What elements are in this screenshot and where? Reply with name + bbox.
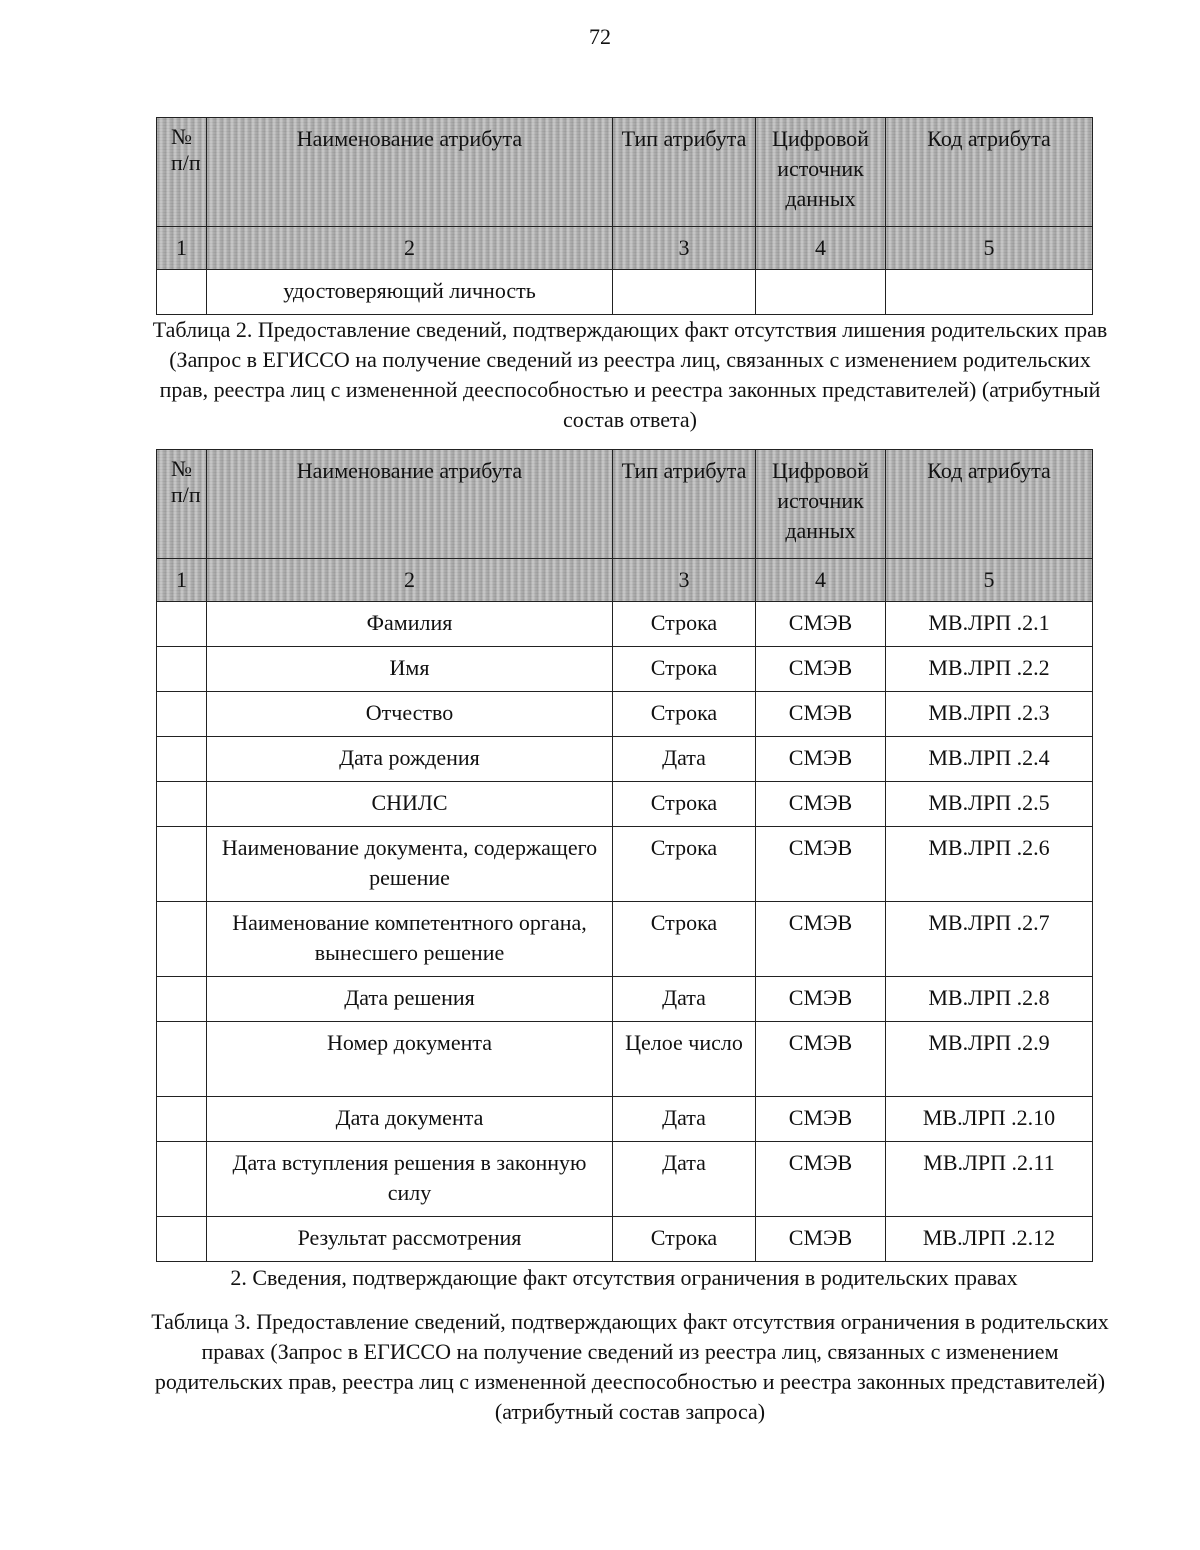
cell-name: Наименование документа, содержащего решение — [207, 827, 613, 902]
table-row — [157, 1142, 1093, 1217]
cell-code: МВ.ЛРП .2.11 — [886, 1142, 1093, 1217]
cell-num — [157, 270, 207, 315]
header-code: Код атрибута — [886, 118, 1093, 227]
cell-code: МВ.ЛРП .2.8 — [886, 977, 1093, 1022]
cell-code: МВ.ЛРП .2.12 — [886, 1217, 1093, 1262]
table-row — [157, 737, 1093, 782]
index-cell: 5 — [886, 559, 1093, 602]
table-row — [157, 1022, 1093, 1097]
table-header-row — [157, 450, 1093, 559]
cell-num — [157, 902, 207, 977]
cell-num — [157, 737, 207, 782]
cell-type — [613, 270, 756, 315]
cell-name: Отчество — [207, 692, 613, 737]
cell-num — [157, 782, 207, 827]
table-2 — [156, 449, 1093, 1262]
cell-type: Строка — [613, 692, 756, 737]
index-cell: 1 — [157, 227, 207, 270]
header-type: Тип атрибута — [613, 450, 756, 559]
index-cell: 4 — [756, 559, 886, 602]
header-name: Наименование атрибута — [207, 118, 613, 227]
header-num: № п/п — [157, 118, 207, 227]
table-row — [157, 1097, 1093, 1142]
cell-source: СМЭВ — [756, 977, 886, 1022]
cell-code — [886, 270, 1093, 315]
cell-code: МВ.ЛРП .2.6 — [886, 827, 1093, 902]
cell-name: СНИЛС — [207, 782, 613, 827]
index-cell: 1 — [157, 559, 207, 602]
column-index-row — [157, 227, 1093, 270]
page-number: 72 — [589, 24, 611, 49]
cell-source: СМЭВ — [756, 1022, 886, 1097]
cell-name: Фамилия — [207, 602, 613, 647]
cell-code: МВ.ЛРП .2.10 — [886, 1097, 1093, 1142]
table-row — [157, 692, 1093, 737]
cell-type: Строка — [613, 602, 756, 647]
cell-source: СМЭВ — [756, 1142, 886, 1217]
cell-type: Строка — [613, 647, 756, 692]
cell-source: СМЭВ — [756, 602, 886, 647]
cell-type: Дата — [613, 1097, 756, 1142]
cell-source: СМЭВ — [756, 692, 886, 737]
table-row — [157, 782, 1093, 827]
cell-code: МВ.ЛРП .2.4 — [886, 737, 1093, 782]
header-source: Цифровой источник данных — [756, 118, 886, 227]
cell-type: Строка — [613, 782, 756, 827]
table-row — [157, 647, 1093, 692]
cell-name: Дата документа — [207, 1097, 613, 1142]
cell-source: СМЭВ — [756, 782, 886, 827]
table-row — [157, 827, 1093, 902]
cell-type: Дата — [613, 977, 756, 1022]
cell-name: удостоверяющий личность — [207, 270, 613, 315]
cell-num — [157, 692, 207, 737]
cell-name: Дата вступления решения в законную силу — [207, 1142, 613, 1217]
header-num: № п/п — [157, 450, 207, 559]
cell-type: Строка — [613, 827, 756, 902]
cell-num — [157, 1217, 207, 1262]
header-type: Тип атрибута — [613, 118, 756, 227]
cell-code: МВ.ЛРП .2.7 — [886, 902, 1093, 977]
cell-type: Целое число — [613, 1022, 756, 1097]
cell-num — [157, 827, 207, 902]
cell-source: СМЭВ — [756, 647, 886, 692]
index-cell: 5 — [886, 227, 1093, 270]
cell-num — [157, 1142, 207, 1217]
cell-code: МВ.ЛРП .2.9 — [886, 1022, 1093, 1097]
cell-source — [756, 270, 886, 315]
table-row — [157, 602, 1093, 647]
cell-code: МВ.ЛРП .2.1 — [886, 602, 1093, 647]
cell-source: СМЭВ — [756, 737, 886, 782]
table-header-row — [157, 118, 1093, 227]
cell-code: МВ.ЛРП .2.5 — [886, 782, 1093, 827]
index-cell: 3 — [613, 227, 756, 270]
index-cell: 2 — [207, 559, 613, 602]
cell-num — [157, 1022, 207, 1097]
cell-name: Дата рождения — [207, 737, 613, 782]
table-2-caption: Таблица 2. Предоставление сведений, подтверждающих факт отсутствия лишения родительских прав (Запрос в ЕГИССО на получение сведений из реестра лиц, связанных с изменением родительских прав, реестра лиц с измененной дееспособностью и реестра законных представителей) (атрибутный состав ответа) — [152, 317, 1108, 432]
cell-name: Номер документа — [207, 1022, 613, 1097]
cell-source: СМЭВ — [756, 827, 886, 902]
cell-num — [157, 647, 207, 692]
header-code: Код атрибута — [886, 450, 1093, 559]
cell-num — [157, 1097, 207, 1142]
index-cell: 3 — [613, 559, 756, 602]
header-source: Цифровой источник данных — [756, 450, 886, 559]
cell-name: Дата решения — [207, 977, 613, 1022]
table-row — [157, 902, 1093, 977]
cell-code: МВ.ЛРП .2.2 — [886, 647, 1093, 692]
cell-type: Строка — [613, 902, 756, 977]
cell-num — [157, 977, 207, 1022]
table-row — [157, 977, 1093, 1022]
cell-source: СМЭВ — [756, 1217, 886, 1262]
table-row — [157, 1217, 1093, 1262]
cell-name: Наименование компетентного органа, вынесшего решение — [207, 902, 613, 977]
column-index-row — [157, 559, 1093, 602]
index-cell: 2 — [207, 227, 613, 270]
section-2-heading: 2. Сведения, подтверждающие факт отсутствия ограничения в родительских правах — [230, 1265, 1018, 1290]
table-3-caption: Таблица 3. Предоставление сведений, подтверждающих факт отсутствия ограничения в родительских правах (Запрос в ЕГИССО на получение сведений из реестра лиц, связанных с изменением родительских прав, реестра лиц с измененной дееспособностью и реестра законных представителей) (атрибутный состав запроса) — [151, 1309, 1109, 1424]
cell-name: Имя — [207, 647, 613, 692]
cell-num — [157, 602, 207, 647]
table-1-continuation — [156, 117, 1093, 315]
header-name: Наименование атрибута — [207, 450, 613, 559]
cell-name: Результат рассмотрения — [207, 1217, 613, 1262]
table-row — [157, 270, 1093, 315]
cell-type: Дата — [613, 1142, 756, 1217]
cell-source: СМЭВ — [756, 902, 886, 977]
cell-type: Строка — [613, 1217, 756, 1262]
cell-source: СМЭВ — [756, 1097, 886, 1142]
index-cell: 4 — [756, 227, 886, 270]
cell-code: МВ.ЛРП .2.3 — [886, 692, 1093, 737]
cell-type: Дата — [613, 737, 756, 782]
